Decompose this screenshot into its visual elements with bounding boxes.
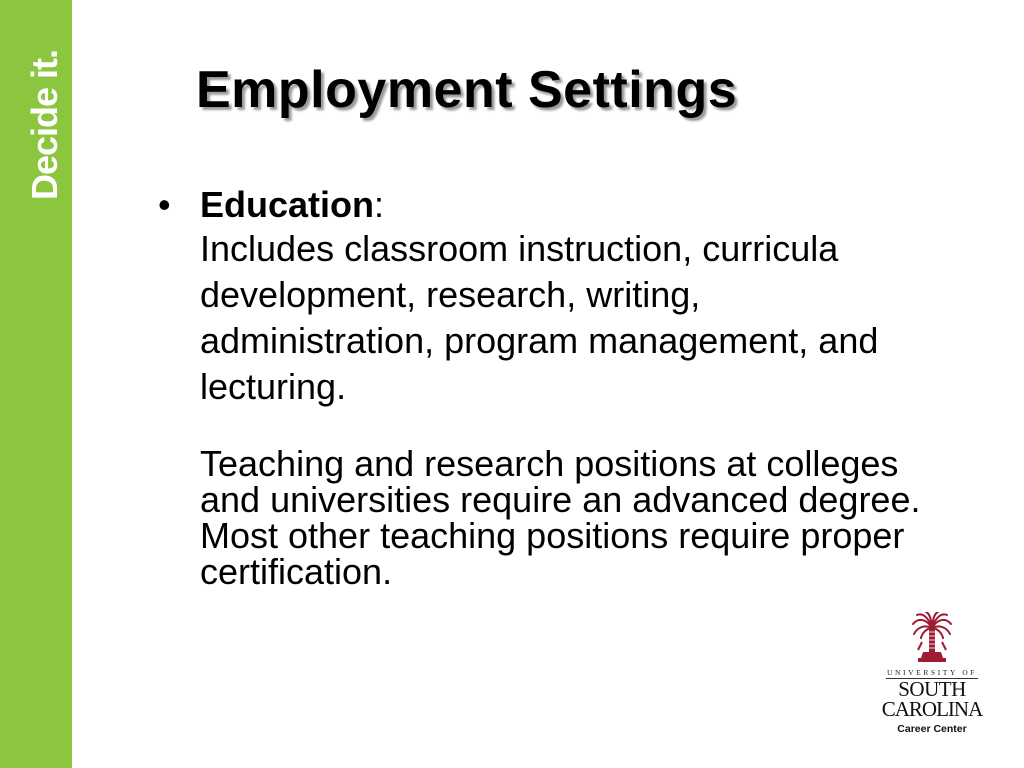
slide-content <box>158 184 928 590</box>
palmetto-tree-icon <box>910 612 954 666</box>
logo-university-line: UNIVERSITY OF <box>887 668 977 677</box>
bullet-heading: Education <box>200 184 375 225</box>
sidebar-band <box>0 0 72 768</box>
bullet-paragraph-1: Includes classroom instruction, curricula development, research, writing, administration, program management, and lecturing. <box>200 228 879 407</box>
bullet-paragraph-2: Teaching and research positions at colleges and universities require an advanced degree. Most other teaching positions require proper certification. <box>200 443 921 592</box>
bullet-item <box>158 184 928 590</box>
sidebar-tagline: Decide it. <box>24 49 65 201</box>
bullet-heading-suffix: : <box>374 184 385 225</box>
logo-name-line2: CAROLINA <box>881 697 983 721</box>
university-logo <box>880 612 984 742</box>
bullet-symbol: • <box>158 184 171 225</box>
logo-department: Career Center <box>897 723 967 735</box>
paragraph-spacer <box>200 410 928 446</box>
slide-title: Employment Settings <box>196 61 738 119</box>
logo-name-line1: SOUTH <box>898 677 966 701</box>
bullet-body <box>200 184 928 590</box>
bullet-heading-line <box>200 184 928 226</box>
